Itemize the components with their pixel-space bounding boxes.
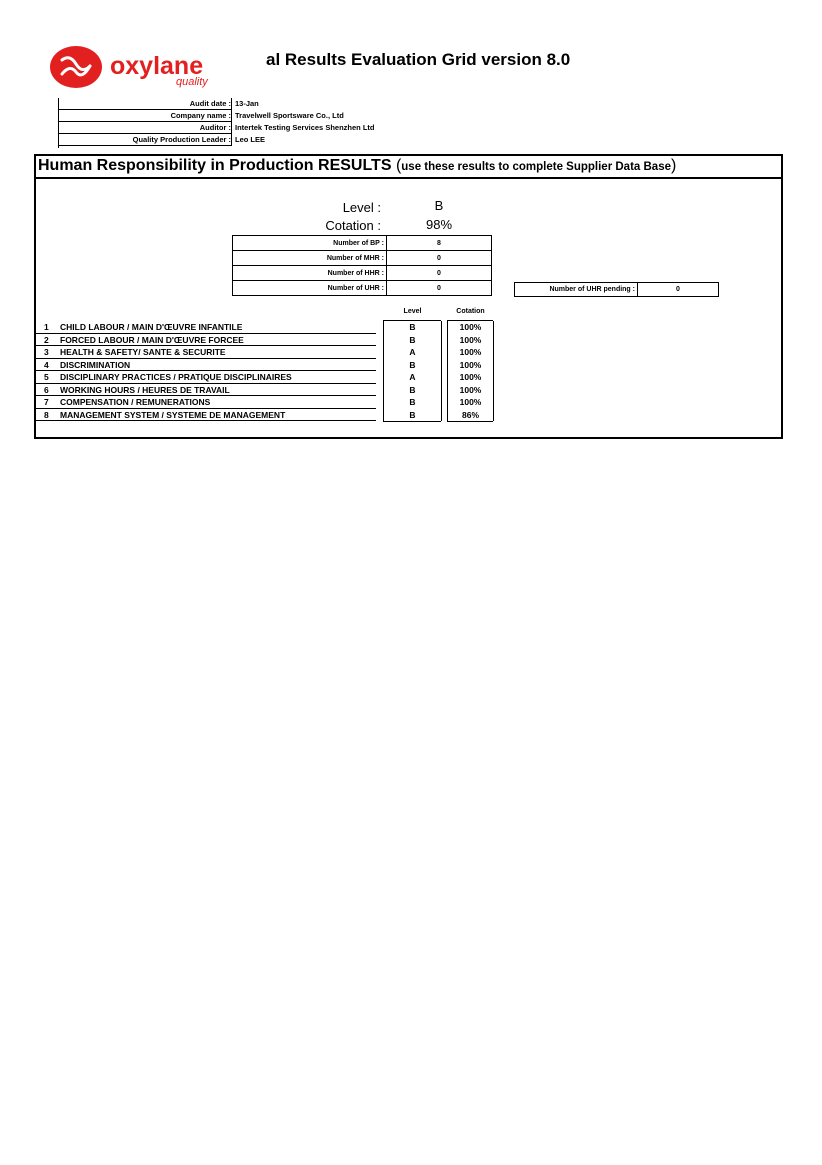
- column-header-cotation: Cotation: [456, 308, 485, 315]
- criterion-name: COMPENSATION / REMUNERATIONS: [60, 397, 211, 407]
- auditor-label: Auditor :: [199, 123, 231, 132]
- results-title-open: (: [395, 157, 402, 174]
- quality-leader-label: Quality Production Leader :: [132, 135, 231, 144]
- results-title-main: Human Responsibility in Production RESULTS: [38, 157, 392, 174]
- uhr-pending-value: 0: [638, 283, 719, 297]
- criterion-cotation: 100%: [447, 346, 494, 359]
- logo-brand-text: oxylane: [110, 52, 204, 80]
- count-mhr-value: 0: [387, 251, 492, 266]
- uhr-pending-label: Number of UHR pending :: [515, 283, 638, 297]
- oxylane-logo-icon: [50, 46, 102, 88]
- count-row-uhr: [233, 281, 492, 296]
- criterion-level: B: [383, 409, 442, 422]
- criterion-row: [36, 396, 781, 409]
- criterion-name: CHILD LABOUR / MAIN D'ŒUVRE INFANTILE: [60, 322, 243, 332]
- criterion-level: A: [383, 346, 442, 359]
- audit-date-value: 13-Jan: [235, 99, 259, 108]
- criterion-row: [36, 321, 781, 334]
- criterion-name: HEALTH & SAFETY/ SANTE & SECURITE: [60, 347, 226, 357]
- count-row-bp: [233, 236, 492, 251]
- hr-counts-table: [232, 235, 492, 296]
- criterion-cotation: 100%: [447, 396, 494, 409]
- criterion-level: B: [383, 396, 442, 409]
- auditor-value: Intertek Testing Services Shenzhen Ltd: [235, 123, 375, 132]
- uhr-pending-table: [514, 282, 719, 297]
- overall-level-value: B: [434, 198, 444, 213]
- count-hhr-value: 0: [387, 266, 492, 281]
- criterion-level: B: [383, 334, 442, 347]
- criterion-number: 7: [44, 397, 49, 407]
- count-bp-label: Number of BP :: [233, 236, 387, 251]
- count-bp-value: 8: [387, 236, 492, 251]
- oxylane-logo: [34, 36, 262, 102]
- criterion-number: 3: [44, 347, 49, 357]
- criterion-cotation: 100%: [447, 384, 494, 397]
- results-title: [38, 157, 676, 175]
- quality-leader-value: Leo LEE: [235, 135, 266, 144]
- company-name-label: Company name :: [170, 111, 231, 120]
- overall-cotation-value: 98%: [425, 217, 453, 232]
- count-uhr-label: Number of UHR :: [233, 281, 387, 296]
- logo-sub-text: quality: [176, 76, 208, 88]
- company-name-value: Travelwell Sportsware Co., Ltd: [235, 111, 344, 120]
- column-header-level: Level: [403, 308, 422, 315]
- criterion-cotation: 86%: [447, 409, 494, 422]
- document-title: al Results Evaluation Grid version 8.0: [266, 50, 571, 69]
- count-uhr-value: 0: [387, 281, 492, 296]
- count-hhr-label: Number of HHR :: [233, 266, 387, 281]
- audit-info-row-date: [59, 98, 431, 110]
- results-title-bar: [36, 156, 781, 179]
- criterion-number: 2: [44, 334, 49, 345]
- pending-row: [515, 283, 719, 297]
- criterion-row: [36, 371, 781, 384]
- audit-info-row-auditor: [59, 122, 431, 134]
- results-title-note: use these results to complete Supplier Data Base: [401, 161, 671, 173]
- criterion-cotation: 100%: [447, 359, 494, 372]
- criterion-row: [36, 409, 781, 422]
- criterion-row: [36, 384, 781, 397]
- criterion-row: [36, 359, 781, 372]
- count-row-hhr: [233, 266, 492, 281]
- criterion-name: DISCRIMINATION: [60, 359, 131, 370]
- overall-cotation-label: Cotation :: [325, 218, 381, 233]
- criterion-level: B: [383, 359, 442, 372]
- criterion-number: 1: [44, 322, 49, 332]
- criterion-name: DISCIPLINARY PRACTICES / PRATIQUE DISCIPLINAIRES: [60, 372, 292, 382]
- audit-info-row-leader: [59, 134, 431, 146]
- audit-info-block: [58, 98, 431, 148]
- criterion-row: [36, 334, 781, 347]
- criterion-level: B: [383, 384, 442, 397]
- results-box: [34, 154, 783, 439]
- criterion-number: 8: [44, 409, 49, 420]
- count-mhr-label: Number of MHR :: [233, 251, 387, 266]
- criterion-name: WORKING HOURS / HEURES DE TRAVAIL: [60, 384, 230, 395]
- audit-date-label: Audit date :: [189, 99, 231, 108]
- criterion-number: 6: [44, 384, 49, 395]
- results-title-close: ): [670, 157, 677, 174]
- criterion-cotation: 100%: [447, 321, 494, 334]
- criterion-name: FORCED LABOUR / MAIN D'ŒUVRE FORCEE: [60, 334, 244, 345]
- audit-info-row-company: [59, 110, 431, 122]
- criterion-number: 4: [44, 359, 49, 370]
- criterion-cotation: 100%: [447, 371, 494, 384]
- criterion-name: MANAGEMENT SYSTEM / SYSTEME DE MANAGEMENT: [60, 409, 286, 420]
- criterion-level: A: [383, 371, 442, 384]
- criterion-cotation: 100%: [447, 334, 494, 347]
- criterion-row: [36, 346, 781, 359]
- count-row-mhr: [233, 251, 492, 266]
- overall-level-label: Level :: [342, 200, 381, 215]
- criterion-level: B: [383, 321, 442, 334]
- criterion-number: 5: [44, 372, 49, 382]
